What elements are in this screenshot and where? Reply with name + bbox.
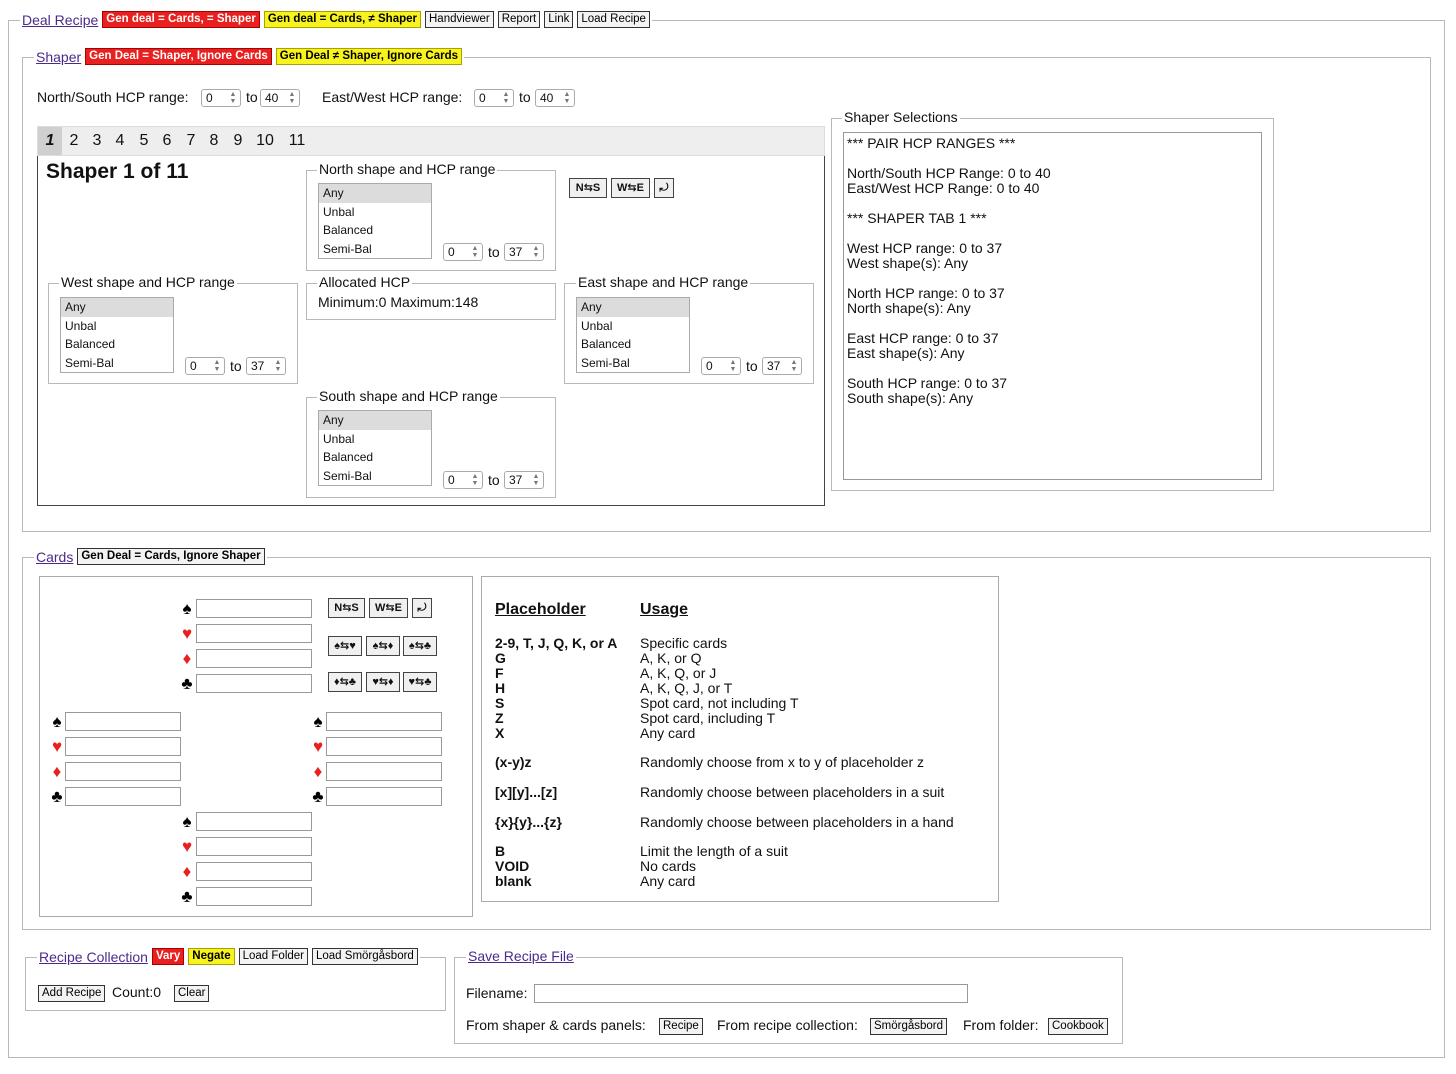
to-label: to (488, 244, 500, 260)
tab-8[interactable]: 8 (209, 132, 219, 149)
ns-hcp-min-input[interactable] (201, 89, 241, 107)
north-heart-icon: ♥ (181, 624, 193, 643)
north-diamond-icon: ♦ (182, 649, 192, 668)
shape-option[interactable]: Semi-Bal (65, 355, 114, 370)
south-diamond-icon: ♦ (182, 862, 192, 881)
help-placeholder: Z (495, 710, 504, 726)
help-usage: Randomly choose between placeholders in a suit (640, 784, 945, 800)
help-usage: Any card (640, 725, 696, 741)
gen-deal-cards-neq-shaper-button[interactable]: Gen deal = Cards, ≠ Shaper (264, 11, 421, 28)
east-shape-legend: East shape and HCP range (578, 274, 749, 290)
cards-link[interactable]: Cards (36, 548, 74, 565)
tab-6[interactable]: 6 (162, 132, 172, 149)
east-club-icon: ♣ (312, 787, 324, 806)
tab-4[interactable]: 4 (115, 132, 125, 149)
north-shape-list[interactable] (318, 183, 432, 259)
cards-legend (34, 548, 267, 565)
west-spade-icon: ♠ (52, 712, 62, 731)
shape-option[interactable]: Unbal (323, 204, 355, 219)
ew-hcp-label: East/West HCP range: (322, 89, 463, 105)
shape-option[interactable]: Semi-Bal (323, 468, 372, 483)
swap-we-button[interactable]: W⇆E (611, 178, 650, 198)
south-club-icon: ♣ (181, 887, 193, 906)
from-folder-label: From folder: (963, 1017, 1039, 1033)
help-usage: Any card (640, 873, 696, 889)
west-heart-icon: ♥ (51, 737, 63, 756)
east-hcp-min-value: 0 (706, 359, 713, 373)
north-hcp-min-input[interactable] (443, 243, 483, 261)
east-hcp-max-value: 37 (767, 359, 781, 373)
filename-input[interactable] (534, 984, 968, 1003)
help-placeholder: [x][y]...[z] (495, 784, 558, 800)
recipe-collection-legend (37, 948, 420, 965)
help-placeholder: VOID (495, 858, 530, 874)
swap-diamonds-clubs-button[interactable]: ♦⇆♣ (328, 672, 362, 692)
swap-ns-button[interactable]: N⇆S (569, 178, 607, 198)
swap-spades-diamonds-button[interactable]: ♠⇆♦ (366, 636, 400, 656)
stepper-arrows-icon[interactable]: ▲ ▼ (229, 91, 237, 105)
shaper-selections-textarea[interactable]: *** PAIR HCP RANGES *** North/South HCP Range: 0 to 40 East/West HCP Range: 0 to 40 *** SHAPER TAB 1 *** West HCP range: 0 to 37 West shape(s): Any North HCP range: 0 to 37 North shape(s): Any East HCP range: 0 to 37 East shape(s): Any South HCP range: 0 to 37 South shape(s): Any (843, 132, 1262, 480)
west-diamond-icon: ♦ (52, 762, 62, 781)
from-panels-label: From shaper & cards panels: (466, 1017, 646, 1033)
west-spades-input[interactable] (65, 712, 181, 731)
stepper-arrows-icon[interactable]: ▲ ▼ (729, 359, 737, 373)
gen-deal-shaper-ignore-cards-button[interactable]: Gen Deal = Shaper, Ignore Cards (85, 48, 272, 65)
west-shape-legend: West shape and HCP range (61, 274, 235, 290)
east-shape-list[interactable] (576, 297, 690, 373)
tab-9[interactable]: 9 (233, 132, 243, 149)
cards-swap-ns-button[interactable]: N⇆S (328, 598, 365, 618)
recipe-count: Count:0 (112, 984, 162, 1000)
shape-option[interactable]: Balanced (323, 450, 374, 464)
shaper-panel-title: Shaper 1 of 11 (46, 160, 189, 183)
vary-button[interactable]: Vary (152, 948, 184, 965)
east-diamond-icon: ♦ (313, 762, 323, 781)
clear-button[interactable]: Clear (174, 985, 209, 1002)
from-collection-label: From recipe collection: (717, 1017, 858, 1033)
to-label: to (246, 89, 258, 105)
south-diamonds-input[interactable] (196, 862, 312, 881)
shape-option[interactable]: Balanced (323, 223, 374, 237)
shape-option[interactable]: Unbal (65, 318, 97, 333)
west-hcp-max-input[interactable] (246, 357, 286, 375)
ns-hcp-label: North/South HCP range: (37, 89, 189, 105)
handviewer-button[interactable]: Handviewer (425, 11, 494, 28)
stepper-arrows-icon[interactable]: ▲ ▼ (532, 245, 540, 259)
to-label: to (746, 358, 758, 374)
load-folder-button[interactable]: Load Folder (239, 948, 308, 965)
gen-deal-cards-eq-shaper-button[interactable]: Gen deal = Cards, = Shaper (102, 11, 260, 28)
stepper-arrows-icon[interactable]: ▲ ▼ (471, 473, 479, 487)
cards-rotate-icon[interactable]: ⤾ (412, 598, 432, 618)
help-placeholder: H (495, 680, 506, 696)
help-usage: A, K, Q, or J (640, 665, 717, 681)
south-shape-legend: South shape and HCP range (319, 388, 498, 404)
help-placeholder: {x}{y}...{z} (495, 814, 562, 830)
help-header-placeholder: Placeholder (495, 601, 586, 618)
south-heart-icon: ♥ (181, 837, 193, 856)
south-hcp-min-value: 0 (448, 473, 455, 487)
help-placeholder: G (495, 650, 506, 666)
shape-option[interactable]: Any (319, 411, 431, 430)
stepper-arrows-icon[interactable]: ▲ ▼ (532, 473, 540, 487)
save-recipe-link[interactable]: Save Recipe File (468, 948, 574, 964)
shape-option[interactable]: Semi-Bal (323, 241, 372, 256)
stepper-arrows-icon[interactable]: ▲ ▼ (288, 91, 296, 105)
ew-hcp-min-input[interactable] (474, 89, 514, 107)
south-shape-list[interactable] (318, 410, 432, 486)
shaper-tab-bar (37, 126, 825, 156)
help-header-usage: Usage (640, 601, 689, 618)
help-usage: A, K, or Q (640, 650, 702, 666)
gen-deal-cards-ignore-shaper-button[interactable]: Gen Deal = Cards, Ignore Shaper (77, 548, 264, 565)
negate-button[interactable]: Negate (188, 948, 234, 965)
help-usage: A, K, Q, J, or T (640, 680, 733, 696)
allocated-hcp-legend: Allocated HCP (319, 274, 411, 290)
stepper-arrows-icon[interactable]: ▲ ▼ (502, 91, 510, 105)
shaper-link[interactable]: Shaper (36, 48, 82, 65)
south-clubs-input[interactable] (196, 887, 312, 906)
swap-hearts-diamonds-button[interactable]: ♥⇆♦ (366, 672, 400, 692)
shape-option[interactable]: Any (61, 298, 173, 317)
smorgasbord-save-button[interactable]: Smörgåsbord (870, 1018, 947, 1035)
load-smorgasbord-button[interactable]: Load Smörgåsbord (312, 948, 418, 965)
recipe-collection-fieldset (25, 957, 446, 1011)
east-hearts-input[interactable] (326, 737, 442, 756)
help-usage: Specific cards (640, 635, 728, 651)
shape-option[interactable]: Any (577, 298, 689, 317)
north-clubs-input[interactable] (196, 674, 312, 693)
to-label: to (488, 472, 500, 488)
east-spade-icon: ♠ (313, 712, 323, 731)
tab-11[interactable]: 11 (288, 132, 306, 149)
north-shape-legend: North shape and HCP range (319, 161, 496, 177)
tab-3[interactable]: 3 (92, 132, 102, 149)
deal-recipe-link[interactable]: Deal Recipe (22, 11, 99, 28)
north-hcp-max-value: 37 (509, 245, 523, 259)
help-placeholder: F (495, 665, 504, 681)
shape-option[interactable]: Unbal (581, 318, 613, 333)
south-hearts-input[interactable] (196, 837, 312, 856)
recipe-collection-link[interactable]: Recipe Collection (39, 948, 148, 965)
north-hcp-max-input[interactable] (504, 243, 544, 261)
north-spades-input[interactable] (196, 599, 312, 618)
tab-10[interactable]: 10 (256, 132, 274, 149)
west-hcp-max-value: 37 (251, 359, 265, 373)
help-placeholder: S (495, 695, 505, 711)
north-hcp-min-value: 0 (448, 245, 455, 259)
cards-swap-we-button[interactable]: W⇆E (369, 598, 408, 618)
ew-hcp-max-input[interactable] (535, 89, 575, 107)
deal-recipe-legend (20, 11, 652, 28)
shape-option[interactable]: Semi-Bal (581, 355, 630, 370)
south-hcp-max-value: 37 (509, 473, 523, 487)
filename-label: Filename: (466, 985, 528, 1001)
shaper-selections-legend: Shaper Selections (844, 109, 958, 125)
stepper-arrows-icon[interactable]: ▲ ▼ (563, 91, 571, 105)
stepper-arrows-icon[interactable]: ▲ ▼ (274, 359, 282, 373)
east-hcp-min-input[interactable] (701, 357, 741, 375)
help-usage: Randomly choose from x to y of placeholder z (640, 754, 925, 770)
east-heart-icon: ♥ (312, 737, 324, 756)
ew-hcp-min-value: 0 (479, 91, 486, 105)
shaper-legend (34, 48, 464, 65)
to-label: to (230, 358, 242, 374)
north-club-icon: ♣ (181, 674, 193, 693)
allocated-hcp-text: Minimum:0 Maximum:148 (318, 294, 479, 310)
rotate-icon[interactable]: ⤾ (654, 178, 674, 198)
west-club-icon: ♣ (51, 787, 63, 806)
save-recipe-legend (466, 948, 576, 964)
help-placeholder: 2-9, T, J, Q, K, or A (495, 635, 618, 651)
ew-hcp-max-value: 40 (540, 91, 554, 105)
tab-2[interactable]: 2 (69, 132, 79, 149)
south-spades-input[interactable] (196, 812, 312, 831)
west-clubs-input[interactable] (65, 787, 181, 806)
gen-deal-not-shaper-ignore-cards-button[interactable]: Gen Deal ≠ Shaper, Ignore Cards (276, 48, 462, 65)
south-spade-icon: ♠ (182, 812, 192, 831)
north-hearts-input[interactable] (196, 624, 312, 643)
help-placeholder: blank (495, 873, 532, 889)
help-placeholder: X (495, 725, 505, 741)
east-hcp-max-input[interactable] (762, 357, 802, 375)
shape-option[interactable]: Balanced (65, 337, 116, 351)
stepper-arrows-icon[interactable]: ▲ ▼ (471, 245, 479, 259)
tab-5[interactable]: 5 (139, 132, 149, 149)
tab-1[interactable]: 1 (38, 127, 62, 155)
east-spades-input[interactable] (326, 712, 442, 731)
swap-spades-clubs-button[interactable]: ♠⇆♣ (403, 636, 437, 656)
help-usage: Spot card, including T (640, 710, 776, 726)
stepper-arrows-icon[interactable]: ▲ ▼ (213, 359, 221, 373)
ns-hcp-min-value: 0 (206, 91, 213, 105)
shape-option[interactable]: Balanced (581, 337, 632, 351)
swap-hearts-clubs-button[interactable]: ♥⇆♣ (403, 672, 437, 692)
north-spade-icon: ♠ (182, 599, 192, 618)
add-recipe-button[interactable]: Add Recipe (38, 985, 105, 1002)
help-usage: Spot card, not including T (640, 695, 799, 711)
west-hcp-min-input[interactable] (185, 357, 225, 375)
help-usage: No cards (640, 858, 697, 874)
swap-spades-hearts-button[interactable]: ♠⇆♥ (328, 636, 362, 656)
west-diamonds-input[interactable] (65, 762, 181, 781)
east-clubs-input[interactable] (326, 787, 442, 806)
help-usage: Randomly choose between placeholders in a hand (640, 814, 954, 830)
west-hearts-input[interactable] (65, 737, 181, 756)
shape-option[interactable]: Unbal (323, 431, 355, 446)
tab-7[interactable]: 7 (186, 132, 196, 149)
load-recipe-button[interactable]: Load Recipe (577, 11, 650, 28)
ns-hcp-max-value: 40 (265, 91, 279, 105)
help-placeholder: B (495, 843, 506, 859)
east-diamonds-input[interactable] (326, 762, 442, 781)
shape-option[interactable]: Any (319, 184, 431, 203)
report-button[interactable]: Report (498, 11, 541, 28)
cookbook-save-button[interactable]: Cookbook (1048, 1018, 1108, 1035)
link-button[interactable]: Link (544, 11, 573, 28)
west-hcp-min-value: 0 (190, 359, 197, 373)
south-hcp-min-input[interactable] (443, 471, 483, 489)
recipe-save-button[interactable]: Recipe (659, 1018, 703, 1035)
north-diamonds-input[interactable] (196, 649, 312, 668)
ns-hcp-max-input[interactable] (260, 89, 300, 107)
stepper-arrows-icon[interactable]: ▲ ▼ (790, 359, 798, 373)
to-label: to (519, 89, 531, 105)
south-hcp-max-input[interactable] (504, 471, 544, 489)
help-usage: Limit the length of a suit (640, 843, 788, 859)
west-shape-list[interactable] (60, 297, 174, 373)
help-placeholder: (x-y)z (495, 754, 532, 770)
